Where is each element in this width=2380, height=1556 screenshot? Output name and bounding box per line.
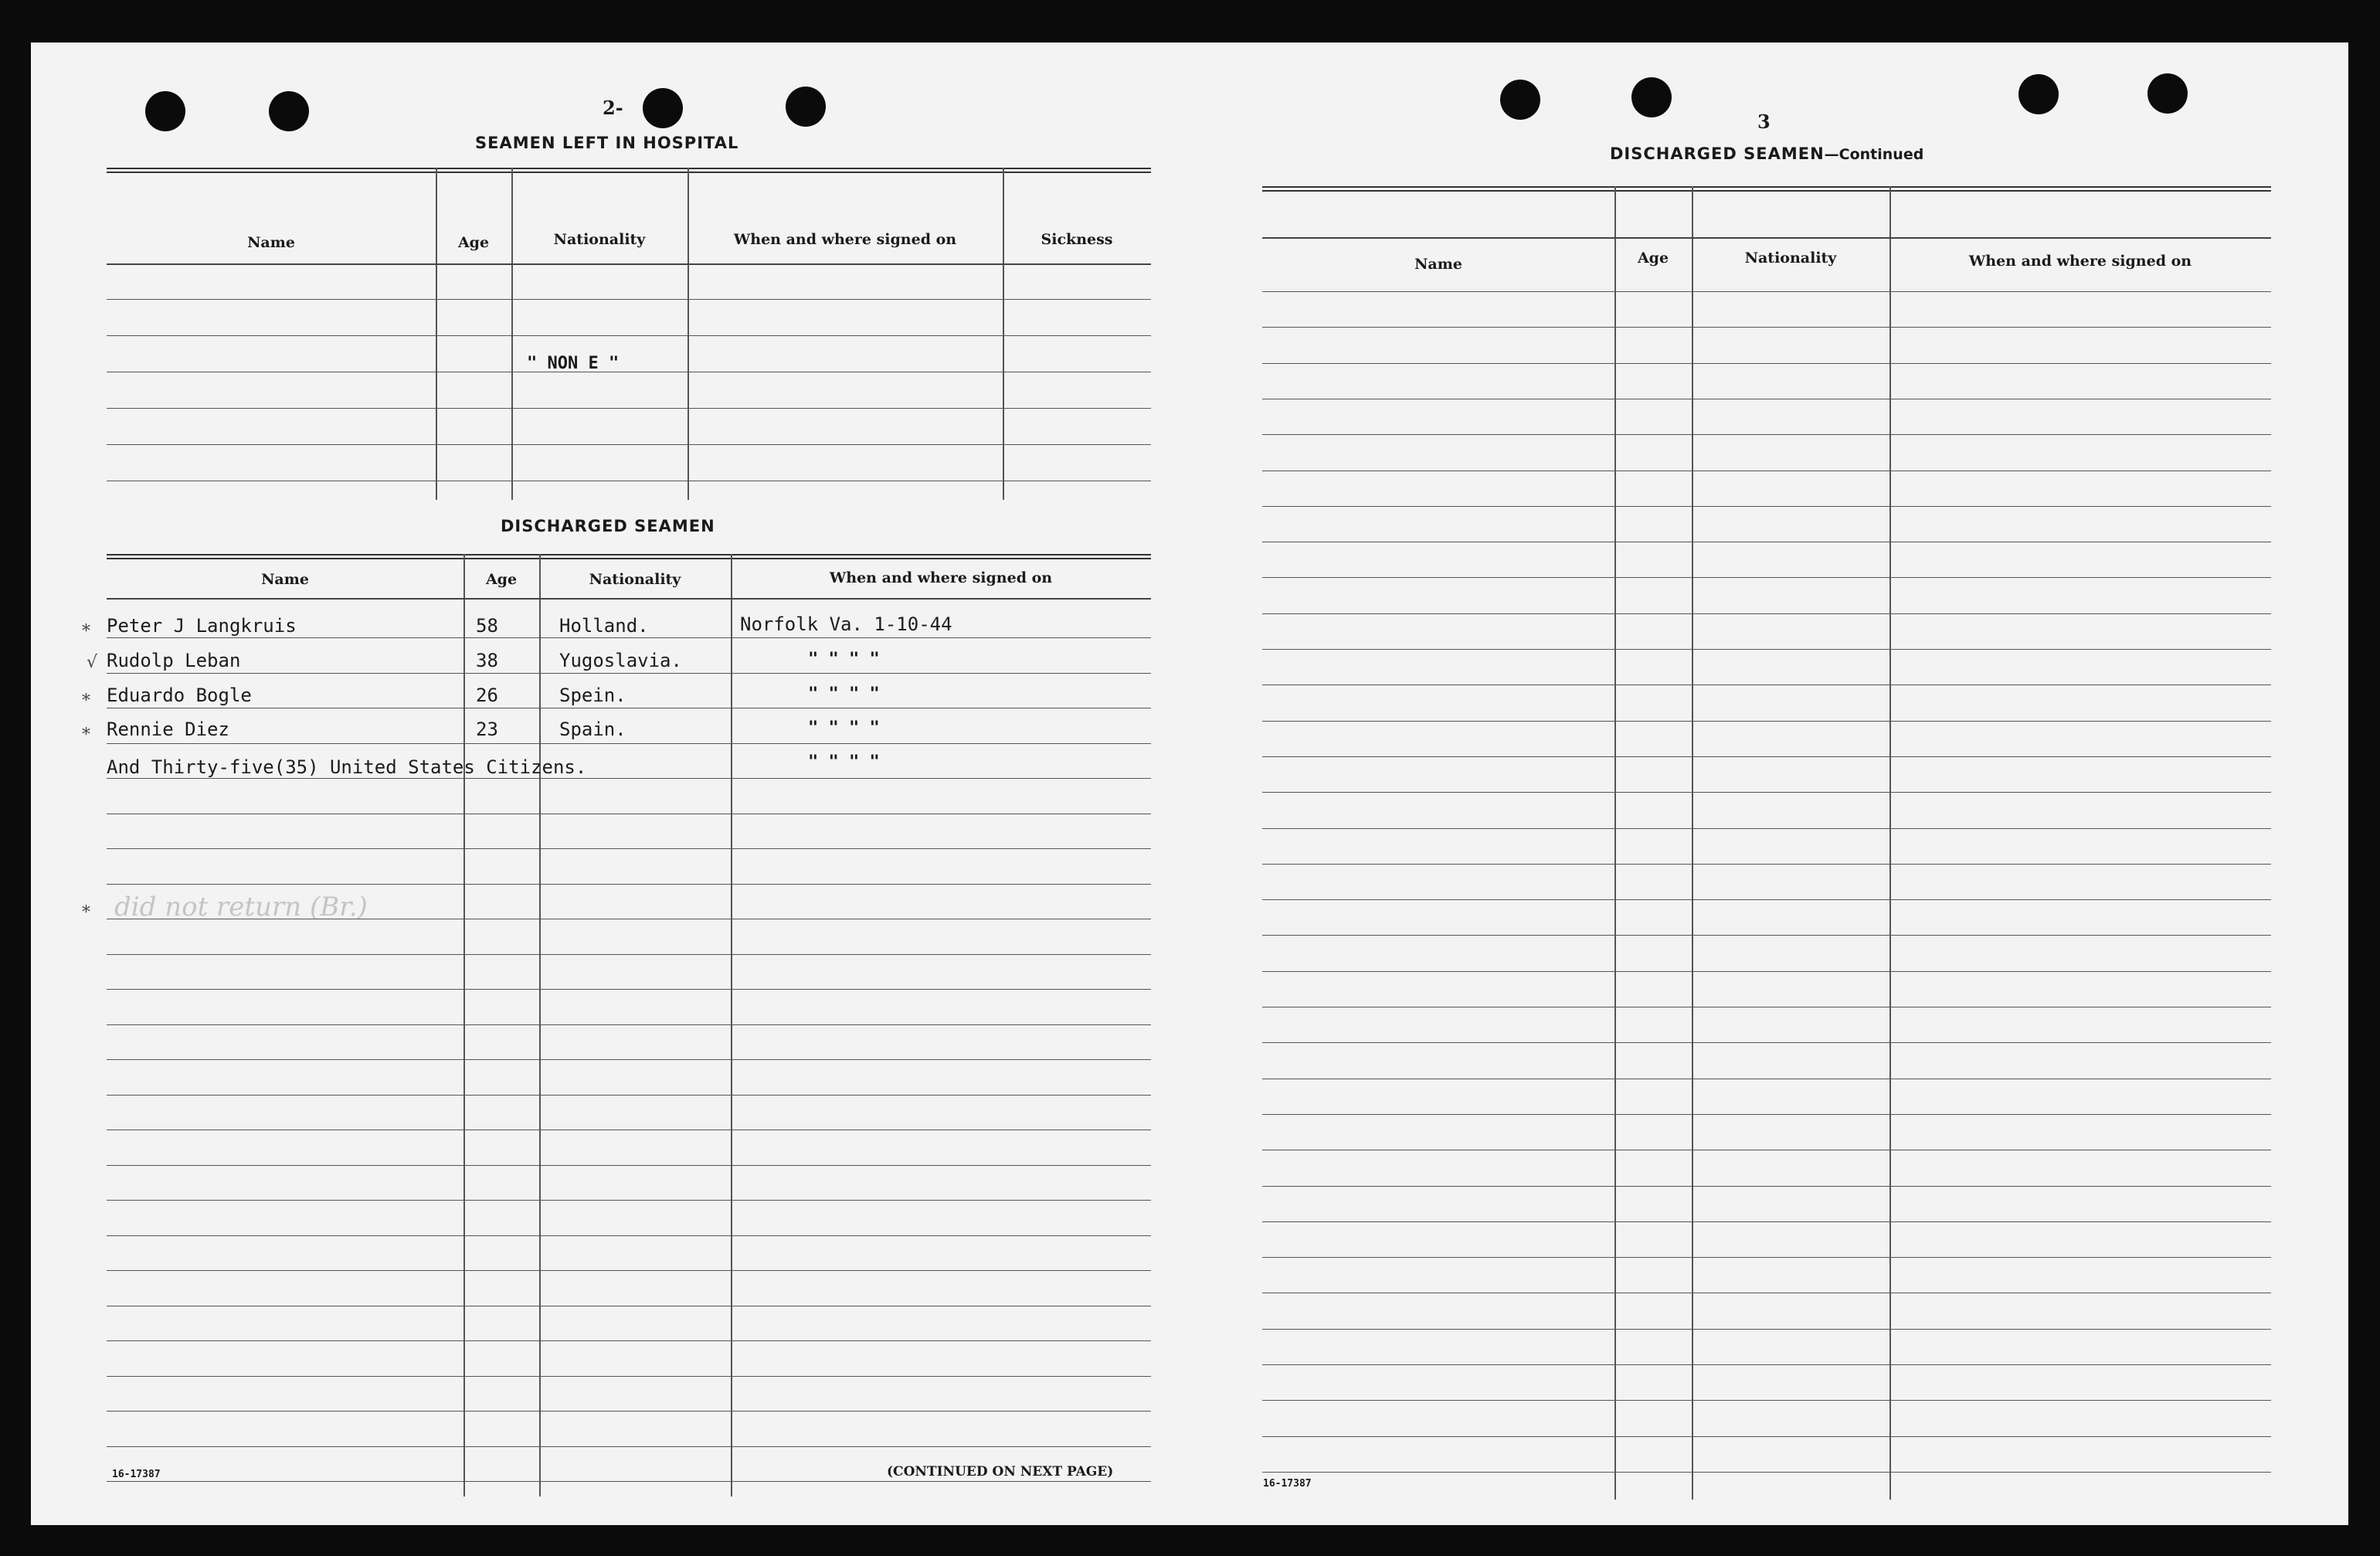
col-header-age: Age bbox=[1637, 250, 1669, 267]
ruled-line bbox=[107, 444, 1151, 445]
ruled-line bbox=[107, 1095, 1151, 1096]
ditto-marks: " " " " bbox=[808, 685, 880, 704]
ruled-line bbox=[107, 1059, 1151, 1060]
punch-hole bbox=[643, 88, 683, 128]
punch-hole bbox=[786, 87, 826, 127]
ruled-line bbox=[107, 673, 1151, 674]
ruled-line bbox=[1262, 1221, 2271, 1222]
punch-hole bbox=[1631, 77, 1672, 117]
form-number: 16-17387 bbox=[1263, 1478, 1312, 1490]
ruled-line bbox=[107, 299, 1151, 300]
ruled-line bbox=[107, 1270, 1151, 1271]
hospital-table bbox=[107, 168, 1151, 500]
ruled-line bbox=[1262, 327, 2271, 328]
ruled-line bbox=[1262, 971, 2271, 972]
ruled-line bbox=[107, 1024, 1151, 1025]
ruled-line bbox=[1262, 828, 2271, 829]
right-page bbox=[1214, 42, 2348, 1525]
left-page bbox=[31, 42, 1227, 1525]
ditto-marks: " " " " bbox=[808, 650, 880, 669]
row-mark: √ bbox=[87, 653, 98, 672]
ruled-line bbox=[1262, 291, 2271, 292]
page-number: 2- bbox=[603, 97, 623, 119]
header-rule bbox=[107, 263, 1151, 265]
header-rule bbox=[1262, 237, 2271, 239]
header-rule bbox=[107, 598, 1151, 600]
ruled-line bbox=[1262, 935, 2271, 936]
seaman-nationality: Yugoslavia. bbox=[559, 650, 682, 671]
ruled-line bbox=[1262, 1472, 2271, 1473]
page-title-suffix: —Continued bbox=[1824, 146, 1924, 163]
ruled-line bbox=[107, 1376, 1151, 1377]
summary-line: And Thirty-five(35) United States Citizens. bbox=[107, 756, 587, 778]
ruled-line bbox=[1262, 1042, 2271, 1043]
ruled-line bbox=[107, 743, 1151, 744]
col-header-sickness: Sickness bbox=[1041, 231, 1113, 248]
col-header-signed-on: When and where signed on bbox=[1968, 253, 2192, 270]
col-header-name: Name bbox=[261, 571, 309, 588]
ruled-line bbox=[1262, 899, 2271, 900]
none-entry: " NON E " bbox=[527, 354, 620, 373]
seaman-age: 26 bbox=[476, 685, 498, 706]
seaman-age: 23 bbox=[476, 719, 498, 740]
ruled-line bbox=[1262, 506, 2271, 507]
seaman-nationality: Spain. bbox=[559, 719, 626, 740]
ruled-line bbox=[107, 1165, 1151, 1166]
ruled-line bbox=[1262, 363, 2271, 364]
ruled-line bbox=[107, 989, 1151, 990]
ruled-line bbox=[107, 1340, 1151, 1341]
ruled-line bbox=[107, 884, 1151, 885]
discharged-table bbox=[82, 554, 1151, 1497]
seaman-name: Rennie Diez bbox=[107, 719, 229, 740]
col-header-name: Name bbox=[247, 234, 295, 251]
seaman-nationality: Spein. bbox=[559, 685, 626, 706]
col-header-signed-on: When and where signed on bbox=[733, 231, 957, 248]
pencil-note-mark: * bbox=[82, 903, 90, 922]
col-header-nationality: Nationality bbox=[589, 571, 681, 588]
seaman-nationality: Holland. bbox=[559, 615, 649, 637]
seaman-name: Rudolp Leban bbox=[107, 650, 241, 671]
seaman-name: Eduardo Bogle bbox=[107, 685, 252, 706]
ruled-line bbox=[107, 1411, 1151, 1412]
ruled-line bbox=[1262, 792, 2271, 793]
form-number: 16-17387 bbox=[112, 1469, 161, 1480]
ruled-line bbox=[1262, 1436, 2271, 1437]
ruled-line bbox=[107, 1235, 1151, 1236]
seaman-signed-on: Norfolk Va. 1-10-44 bbox=[740, 613, 952, 635]
ruled-line bbox=[1262, 1400, 2271, 1401]
page-title-main: DISCHARGED SEAMEN bbox=[1610, 144, 1825, 163]
ruled-line bbox=[107, 408, 1151, 409]
discharged-continued-table bbox=[1262, 186, 2271, 1500]
ruled-line bbox=[1262, 864, 2271, 865]
pencil-note: did not return (Br.) bbox=[114, 892, 368, 922]
col-header-age: Age bbox=[485, 571, 518, 588]
ruled-line bbox=[1262, 1186, 2271, 1187]
col-header-nationality: Nationality bbox=[1744, 250, 1837, 267]
punch-hole bbox=[1500, 80, 1540, 120]
row-mark: * bbox=[82, 725, 90, 745]
punch-hole bbox=[269, 91, 309, 131]
col-header-age: Age bbox=[457, 234, 490, 251]
ruled-line bbox=[107, 1481, 1151, 1482]
seaman-name: Peter J Langkruis bbox=[107, 615, 297, 637]
ruled-line bbox=[107, 335, 1151, 336]
page-title bbox=[1610, 144, 1923, 163]
ruled-line bbox=[107, 778, 1151, 779]
ruled-line bbox=[1262, 721, 2271, 722]
row-mark: * bbox=[82, 691, 90, 711]
ruled-line bbox=[107, 1446, 1151, 1447]
discharged-section-title: DISCHARGED SEAMEN bbox=[501, 517, 715, 535]
ruled-line bbox=[107, 848, 1151, 849]
ruled-line bbox=[107, 637, 1151, 638]
ruled-line bbox=[1262, 1329, 2271, 1330]
ruled-line bbox=[107, 1200, 1151, 1201]
ruled-line bbox=[1262, 613, 2271, 614]
ruled-line bbox=[1262, 1364, 2271, 1365]
ruled-line bbox=[1262, 1114, 2271, 1115]
punch-hole bbox=[2147, 73, 2188, 114]
ruled-line bbox=[1262, 649, 2271, 650]
ruled-line bbox=[1262, 1257, 2271, 1258]
ditto-marks: " " " " bbox=[808, 753, 880, 772]
ruled-line bbox=[107, 954, 1151, 955]
punch-hole bbox=[2018, 74, 2059, 114]
col-header-signed-on: When and where signed on bbox=[829, 569, 1053, 586]
punch-hole bbox=[145, 91, 185, 131]
col-header-nationality: Nationality bbox=[553, 231, 646, 248]
ruled-line bbox=[1262, 434, 2271, 435]
ruled-line bbox=[1262, 577, 2271, 578]
page-number: 3 bbox=[1757, 110, 1771, 133]
continued-note: (CONTINUED ON NEXT PAGE) bbox=[887, 1464, 1114, 1480]
ditto-marks: " " " " bbox=[808, 719, 880, 738]
ruled-line bbox=[1262, 756, 2271, 757]
seaman-age: 38 bbox=[476, 650, 498, 671]
seaman-age: 58 bbox=[476, 615, 498, 637]
hospital-section-title: SEAMEN LEFT IN HOSPITAL bbox=[475, 134, 739, 152]
row-mark: * bbox=[82, 622, 90, 641]
col-header-name: Name bbox=[1414, 256, 1462, 273]
